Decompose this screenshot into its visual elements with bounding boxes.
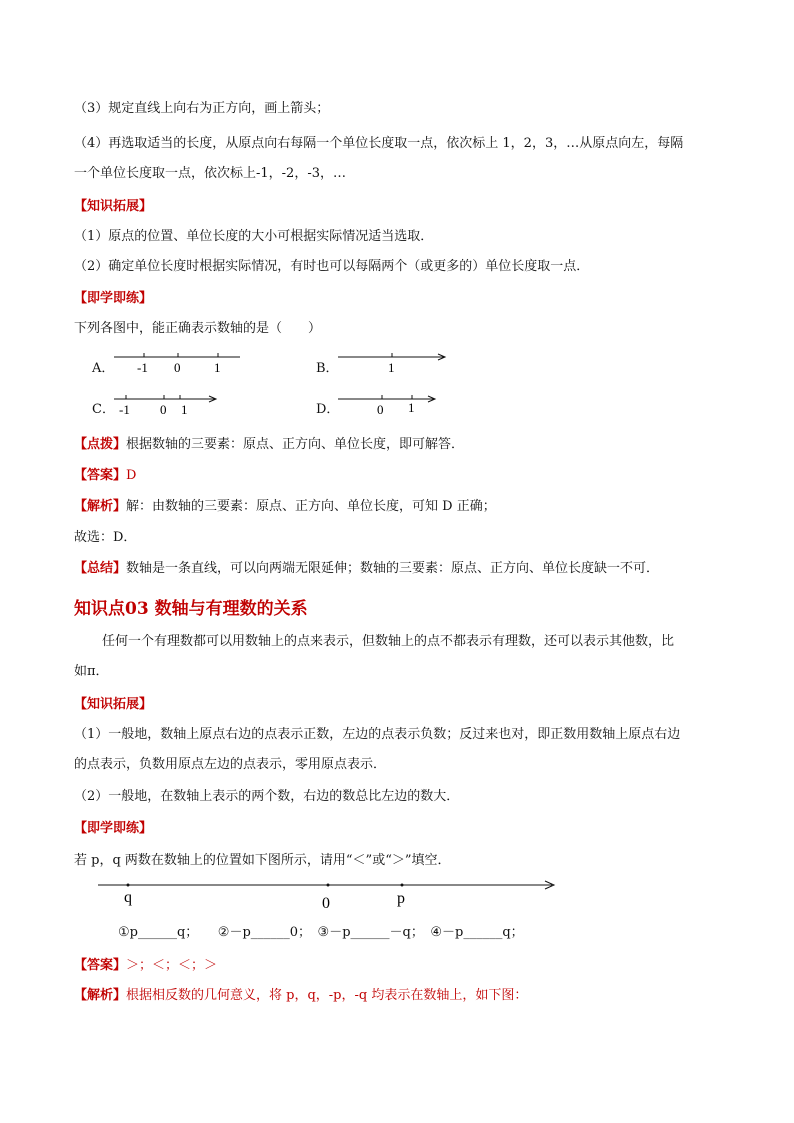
step-4-line-2: 一个单位长度取一点，依次标上-1，-2，-3，… — [74, 166, 346, 181]
pq-point-q — [127, 884, 130, 887]
pq-label-zero: 0 — [322, 895, 330, 912]
summary-line — [74, 560, 659, 578]
option-c-letter: C． — [92, 402, 115, 417]
analysis-line — [74, 498, 496, 516]
summary-tag: 【总结】 — [74, 561, 127, 576]
option-d-label-one: 1 — [408, 400, 415, 415]
step-3: （3）规定直线上向右为正方向，画上箭头； — [74, 101, 330, 116]
knowledge-extension-2-tag: 【知识拓展】 — [74, 697, 153, 712]
practice-2-tag: 【即学即练】 — [74, 821, 153, 836]
summary-text: 数轴是一条直线，可以向两端无限延伸；数轴的三要素：原点、正方向、单位长度缺一不可． — [126, 561, 660, 576]
option-d-label-zero: 0 — [377, 402, 384, 417]
practice-2-answer-tag: 【答案】 — [74, 958, 127, 973]
hint-text: 根据数轴的三要素：原点、正方向、单位长度，即可解答． — [126, 437, 465, 452]
extension-2-item-2: （2）一般地，在数轴上表示的两个数，右边的数总比左边的数大． — [74, 789, 460, 804]
practice-question: 下列各图中，能正确表示数轴的是（ ） — [74, 321, 322, 336]
hint-line — [74, 436, 464, 454]
extension-2-item-1-line-2: 的点表示，负数用原点左边的点表示，零用原点表示． — [74, 757, 387, 772]
extension-item-1: （1）原点的位置、单位长度的大小可根据实际情况适当选取． — [74, 229, 434, 244]
section-body-line-2: 如π． — [74, 664, 109, 679]
practice-2-answer-line — [74, 957, 217, 975]
extension-2-item-1-line-1: （1）一般地，数轴上原点右边的点表示正数，左边的点表示负数；反过来也对，即正数用数轴上原点右边 — [74, 727, 681, 742]
option-c-number-line — [112, 390, 222, 420]
analysis-tag: 【解析】 — [74, 499, 127, 514]
practice-2-analysis-text: 根据相反数的几何意义，将 p，q，-p，-q 均表示在数轴上，如下图： — [126, 988, 528, 1003]
pq-label-p: p — [397, 890, 405, 907]
analysis-text: 解：由数轴的三要素：原点、正方向、单位长度，可知 D 正确； — [126, 499, 496, 514]
option-d-number-line — [336, 390, 441, 420]
practice-2-analysis-tag: 【解析】 — [74, 988, 127, 1003]
pq-label-q: q — [124, 889, 132, 906]
conclusion-line: 故选：D． — [74, 530, 137, 545]
step-4-line-1: （4）再选取适当的长度，从原点向右每隔一个单位长度取一点，依次标上 1，2，3，…从原点向左，每隔 — [74, 136, 684, 151]
option-b-number-line — [336, 348, 451, 378]
answer-value: D — [126, 468, 137, 483]
option-a-label-minus-one: -1 — [137, 360, 148, 375]
option-d-letter: D． — [316, 402, 340, 417]
section-body-line-1: 任何一个有理数都可以用数轴上的点来表示，但数轴上的点不都表示有理数，还可以表示其他数，比 — [102, 634, 675, 649]
answer-line — [74, 467, 136, 485]
option-c-label-one: 1 — [181, 402, 188, 417]
option-b-letter: B． — [316, 361, 339, 376]
option-a-label-one: 1 — [214, 360, 221, 375]
fill-blanks: ①p______q； ②－p______0； ③－p______－q； ④－p______q； — [118, 925, 524, 940]
practice-2-question: 若 p，q 两数在数轴上的位置如下图所示，请用“＜”或“＞”填空． — [74, 853, 451, 868]
option-c-label-zero: 0 — [160, 402, 167, 417]
extension-item-2: （2）确定单位长度时根据实际情况，有时也可以每隔两个（或更多的）单位长度取一点． — [74, 259, 590, 274]
option-a-letter: A． — [92, 361, 115, 376]
practice-tag: 【即学即练】 — [74, 291, 153, 306]
pq-point-zero — [327, 884, 330, 887]
section-heading: 知识点03 数轴与有理数的关系 — [74, 599, 308, 619]
option-b-label-one: 1 — [388, 360, 395, 375]
practice-2-analysis-line — [74, 987, 527, 1005]
option-c-label-minus-one: -1 — [119, 402, 130, 417]
option-a-number-line — [112, 348, 247, 378]
pq-number-line — [96, 874, 560, 910]
option-a-label-zero: 0 — [174, 360, 181, 375]
knowledge-extension-tag: 【知识拓展】 — [74, 199, 153, 214]
answer-tag: 【答案】 — [74, 468, 127, 483]
hint-tag: 【点拨】 — [74, 437, 127, 452]
practice-2-answer-value: ＞；＜；＜；＞ — [126, 958, 218, 973]
pq-point-p — [401, 884, 404, 887]
